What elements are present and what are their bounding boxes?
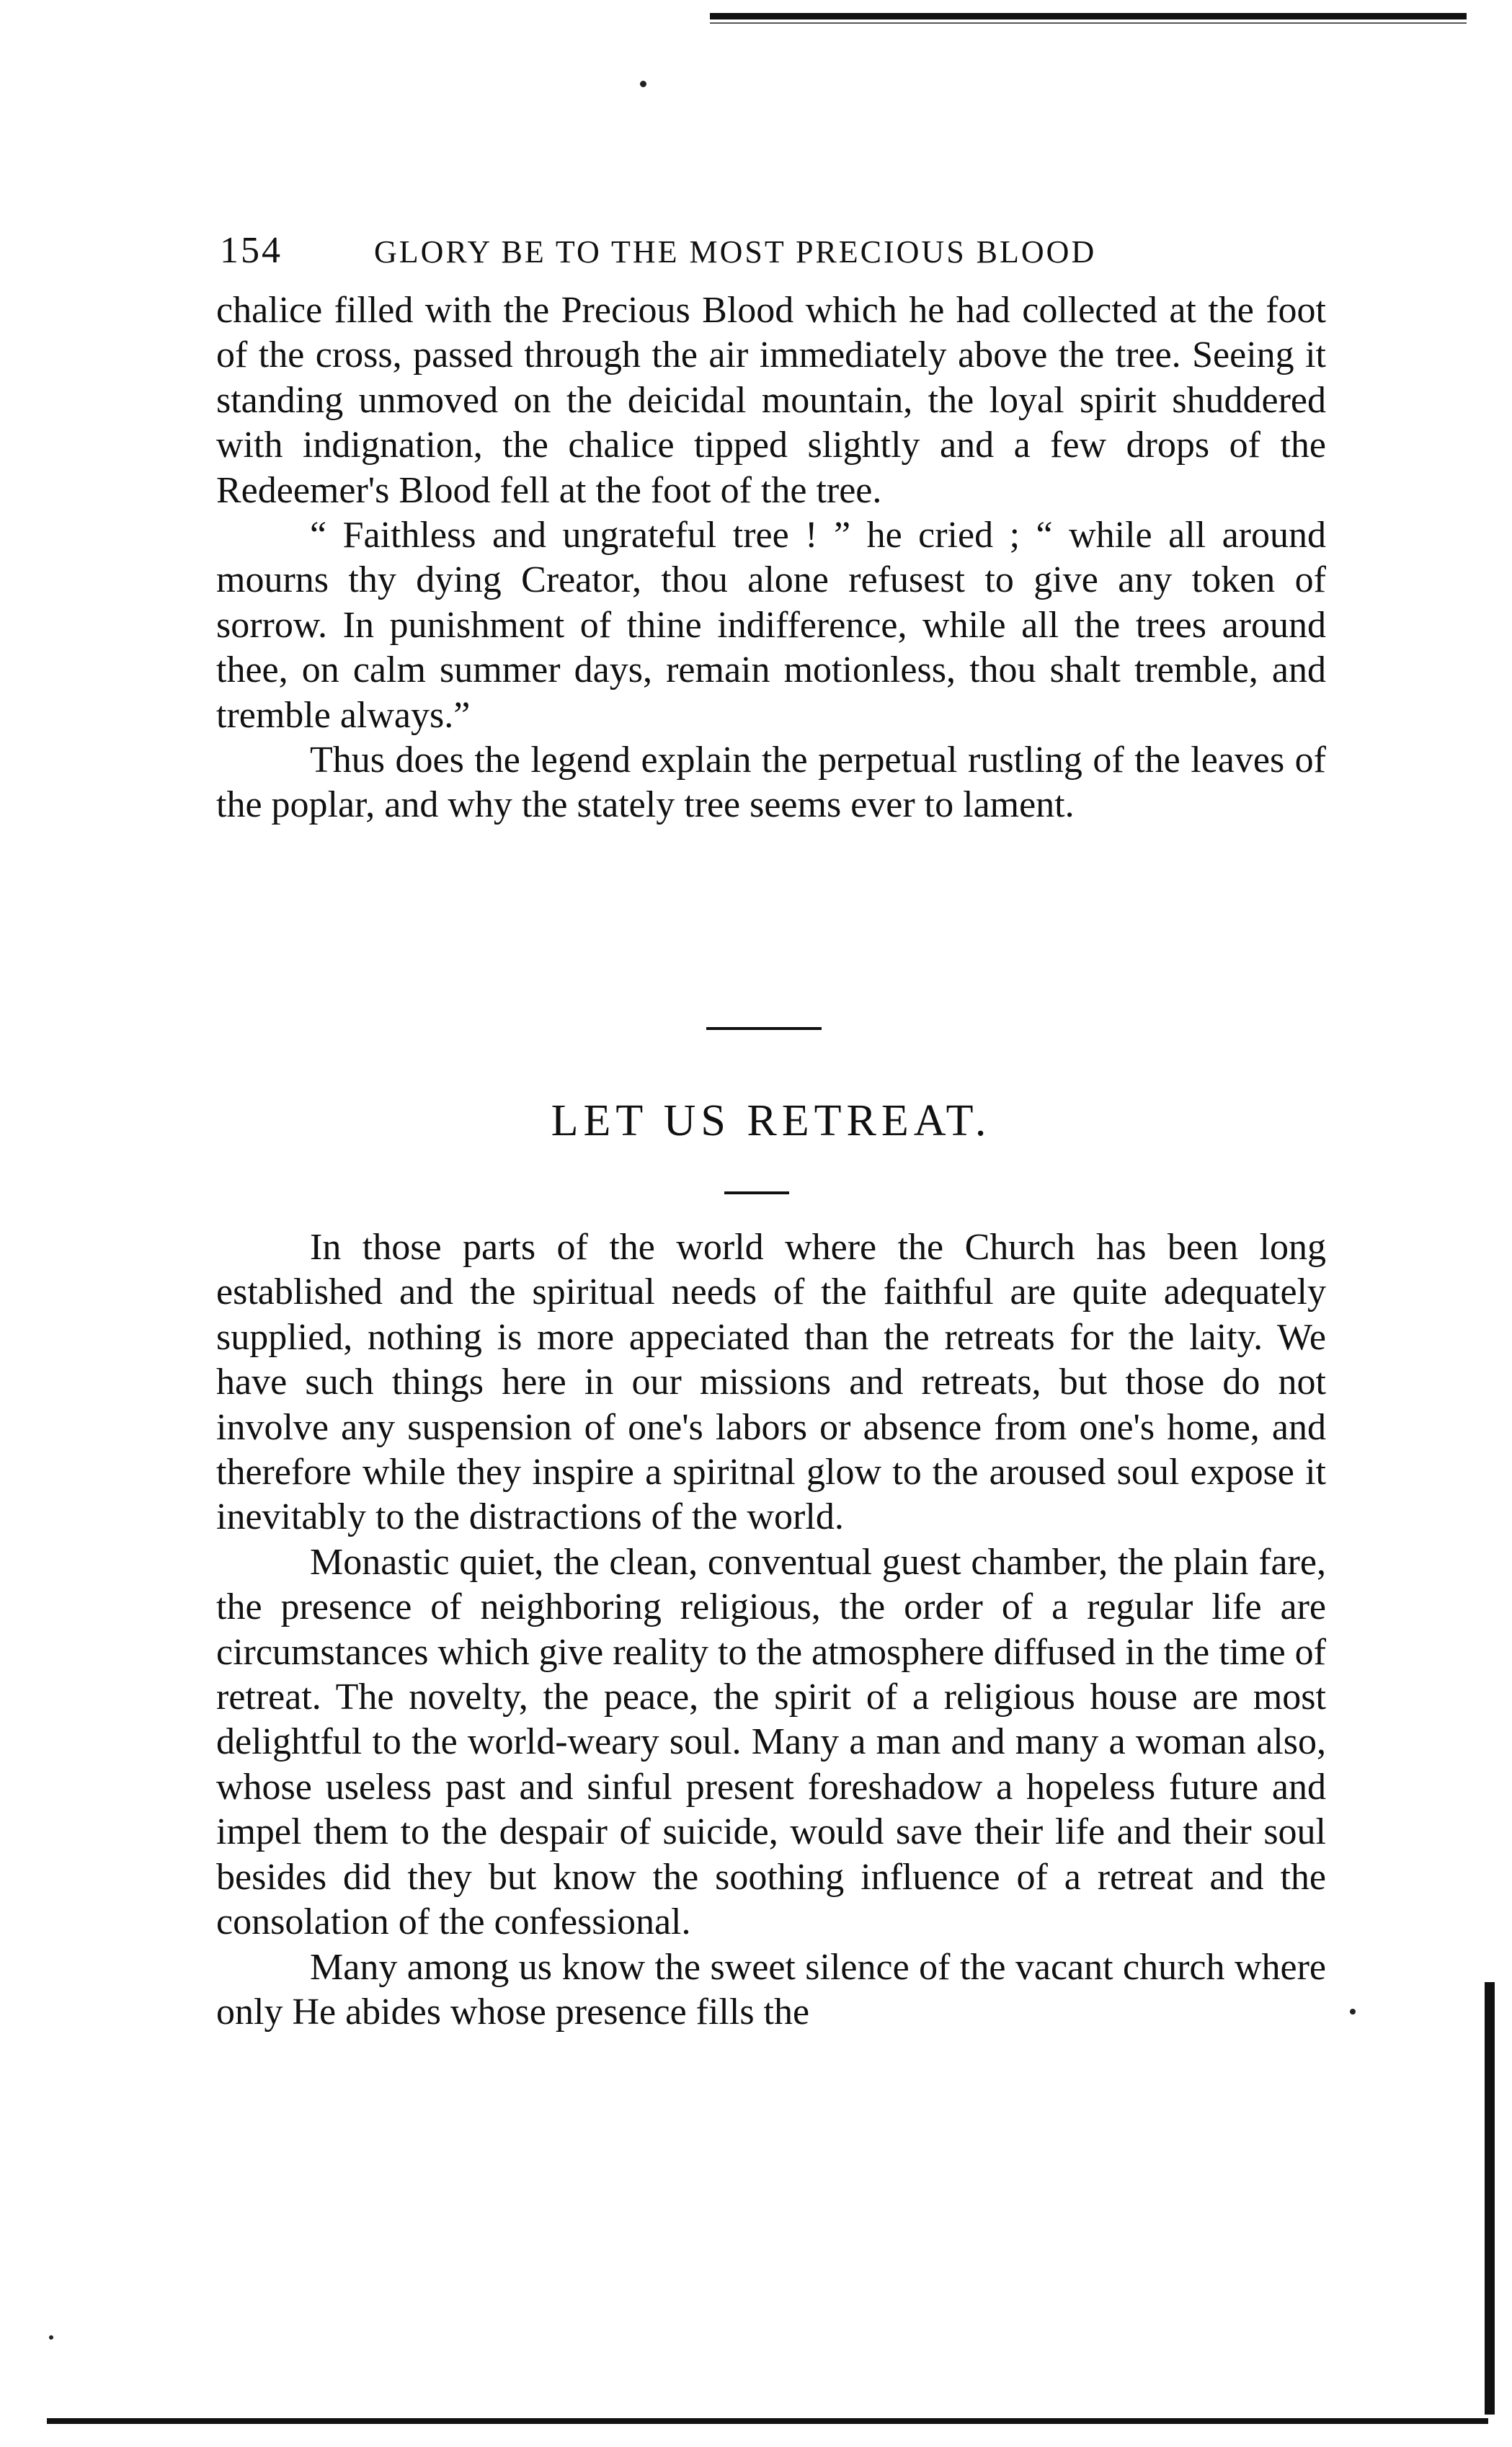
paragraph: “ Faithless and ungrateful tree ! ” he cried ; “ while all around mourns thy dying Creator, thou alone refusest to give any token of sorrow. In punishment of thine indifference, while all the trees around thee, on calm summer days, remain motionless, thou shalt tremble, and tremble always.” — [216, 515, 1326, 736]
title-underline-rule — [724, 1191, 789, 1194]
scan-edge-top-thin-rule — [710, 22, 1467, 24]
scan-edge-right-rule — [1485, 1982, 1495, 2415]
scan-speck — [49, 2335, 53, 2340]
running-title: GLORY BE TO THE MOST PRECIOUS BLOOD — [374, 234, 1097, 270]
paragraph: Monastic quiet, the clean, conventual guest chamber, the plain fare, the presence of neighboring religious, the order of a regular life are circumstances which give reality to the atmosphere diffused in the time of retreat. The novelty, the peace, the spirit of a religious house are most delightful to the world-weary soul. Many a man and many a woman also, whose useless past and sinful present foreshadow a hopeless future and impel them to the despair of suicide, would save their life and their soul besides did they but know the soothing influence of a retreat and the consolation of the confessional. — [216, 1541, 1326, 1943]
section-divider-rule — [706, 1027, 822, 1030]
scan-speck — [640, 81, 646, 87]
paragraph: Many among us know the sweet silence of the vacant church where only He abides whose presence fills the — [216, 1946, 1326, 2033]
section-title: LET US RETREAT. — [551, 1096, 992, 1145]
text-block-retreat — [216, 1225, 1326, 2035]
page-number: 154 — [220, 230, 283, 271]
running-header — [220, 229, 1337, 272]
scan-edge-top-rule — [710, 13, 1467, 19]
paragraph: Thus does the legend explain the perpetual rustling of the leaves of the poplar, and why the stately tree seems ever to lament. — [216, 740, 1326, 826]
paragraph: In those parts of the world where the Church has been long established and the spiritual needs of the faithful are quite adequately supplied, nothing is more appeciated than the retreats for the laity. We have such things here in our missions and retreats, but those do not involve any suspension of one's labors or absence from one's home, and therefore while they inspire a spiritnal glow to the aroused soul expose it inevitably to the distractions of the world. — [216, 1227, 1326, 1538]
scan-edge-bottom-rule — [47, 2418, 1488, 2424]
scan-speck — [1350, 2009, 1356, 2015]
text-block-legend — [216, 288, 1326, 828]
paragraph: chalice filled with the Precious Blood which he had collected at the foot of the cross, passed through the air immediately above the tree. Seeing it standing unmoved on the deicidal mountain, the loyal spirit shuddered with indignation, the chalice tipped slightly and a few drops of the Redeemer's Blood fell at the foot of the tree. — [216, 290, 1326, 511]
